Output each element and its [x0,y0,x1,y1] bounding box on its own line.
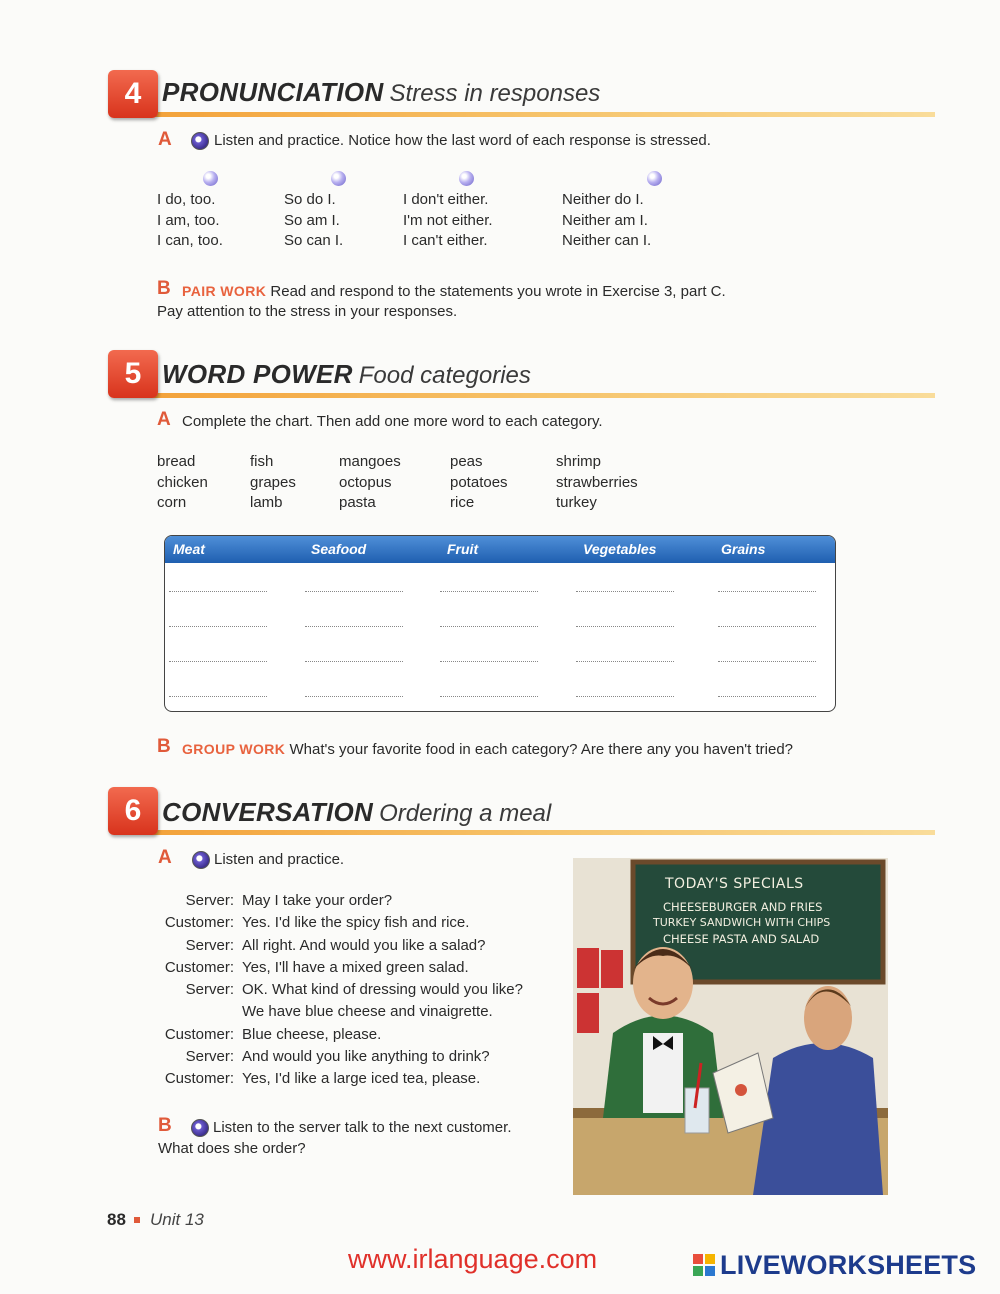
answer-blank-meat-4[interactable] [169,696,267,697]
dialog-line: Customer: Yes. I'd like the spicy fish and rice. [164,914,470,932]
dialog-line: Server: And would you like anything to drink? [185,1048,490,1066]
food-category-chart [164,535,836,712]
liveworksheets-logo-icon [693,1254,715,1276]
answer-blank-fruit-1[interactable] [440,591,538,592]
group-work-instruction: GROUP WORK What's your favorite food in each category? Are there any you haven't tried? [182,741,794,758]
answer-blank-grains-1[interactable] [718,591,816,592]
part-b-letter: B [157,278,171,299]
watermark-brand: LIVEWORKSHEETS [720,1250,977,1280]
header-meat: Meat [173,541,205,557]
word-column-1: bread chicken corn [157,453,208,511]
specials-board-line: CHEESEBURGER AND FRIES [663,900,823,914]
pair-work-instruction-line2: Pay attention to the stress in your responses. [157,303,458,320]
section-5-title: WORD POWER Food categories [162,359,531,389]
header-fruit: Fruit [447,541,479,557]
header-seafood: Seafood [311,541,367,557]
instruction-text: Complete the chart. Then add one more word to each category. [182,413,603,430]
answer-blank-grains-3[interactable] [718,661,816,662]
part-a-letter: A [158,129,172,150]
dialog-line: Server: All right. And would you like a salad? [185,936,486,954]
dialog-line: Server: OK. What kind of dressing would you like? [185,981,523,999]
answer-blank-seafood-2[interactable] [305,626,403,627]
answer-blank-meat-2[interactable] [169,626,267,627]
section-6-title: CONVERSATION Ordering a meal [162,797,552,827]
response-column-2: So do I. So am I. So can I. [284,191,344,249]
response-column-3: I don't either. I'm not either. I can't either. [403,191,493,249]
word-column-3: mangoes octopus pasta [339,453,401,511]
answer-blank-meat-3[interactable] [169,661,267,662]
answer-blank-fruit-4[interactable] [440,696,538,697]
answer-blank-fruit-2[interactable] [440,626,538,627]
answer-blank-seafood-3[interactable] [305,661,403,662]
answer-blank-vegetables-4[interactable] [576,696,674,697]
unit-label: Unit 13 [150,1210,204,1229]
listening-instruction: Listen to the server talk to the next customer. [213,1119,512,1136]
chart-header [165,536,835,563]
answer-blank-grains-2[interactable] [718,626,816,627]
dialog-line: Customer: Blue cheese, please. [164,1025,382,1043]
word-column-4: peas potatoes rice [450,453,508,511]
section-4-title: PRONUNCIATION Stress in responses [162,77,601,107]
footer-separator [134,1217,140,1223]
audio-play-icon[interactable] [192,851,210,869]
page-number: 88 [107,1210,126,1229]
section-4-number: 4 [108,70,158,118]
pair-work-instruction: PAIR WORK Read and respond to the statements you wrote in Exercise 3, part C. [182,283,726,300]
answer-blank-meat-1[interactable] [169,591,267,592]
specials-board-heading: TODAY'S SPECIALS [665,876,804,892]
listening-question: What does she order? [158,1140,306,1157]
stress-dot-icon [331,171,346,186]
conversation-dialog [150,890,570,1091]
part-b-letter: B [158,1115,172,1136]
part-b-letter: B [157,736,171,757]
restaurant-illustration [573,858,888,1195]
answer-blank-seafood-4[interactable] [305,696,403,697]
header-vegetables: Vegetables [583,541,657,557]
section-5-number: 5 [108,350,158,398]
answer-blank-seafood-1[interactable] [305,591,403,592]
answer-blank-vegetables-1[interactable] [576,591,674,592]
header-grains: Grains [721,541,766,557]
specials-board-line: TURKEY SANDWICH WITH CHIPS [653,916,831,929]
part-a-letter: A [157,409,171,430]
answer-blank-vegetables-3[interactable] [576,661,674,662]
instruction-text: Listen and practice. Notice how the last word of each response is stressed. [214,132,711,149]
response-column-4: Neither do I. Neither am I. Neither can I. [562,191,652,249]
instruction-text: Listen and practice. [214,851,345,868]
stress-dot-icon [647,171,662,186]
audio-play-icon[interactable] [191,132,209,150]
dialog-line: Customer: Yes, I'll have a mixed green salad. [164,958,469,976]
audio-play-icon[interactable] [191,1119,209,1137]
response-column-1: I do, too. I am, too. I can, too. [157,191,223,249]
section-6-number: 6 [108,787,158,835]
specials-board-line: CHEESE PASTA AND SALAD [663,932,820,946]
stress-dot-icon [459,171,474,186]
dialog-line: Server: May I take your order? [185,892,393,909]
word-column-2: fish grapes lamb [250,453,296,511]
section-4-bar [150,112,935,117]
dialog-line: We have blue cheese and vinaigrette. [242,1003,493,1021]
section-5-bar [150,393,935,398]
stress-dot-icon [203,171,218,186]
answer-blank-vegetables-2[interactable] [576,626,674,627]
part-a-letter: A [158,847,172,868]
word-column-5: shrimp strawberries turkey [556,453,638,511]
answer-blank-fruit-3[interactable] [440,661,538,662]
section-6-bar [150,830,935,835]
watermark-url: www.irlanguage.com [348,1244,598,1274]
group-work-tag: GROUP WORK [182,741,286,757]
answer-blank-grains-4[interactable] [718,696,816,697]
dialog-line: Customer: Yes, I'd like a large iced tea, please. [164,1070,481,1088]
pair-work-tag: PAIR WORK [182,283,267,299]
